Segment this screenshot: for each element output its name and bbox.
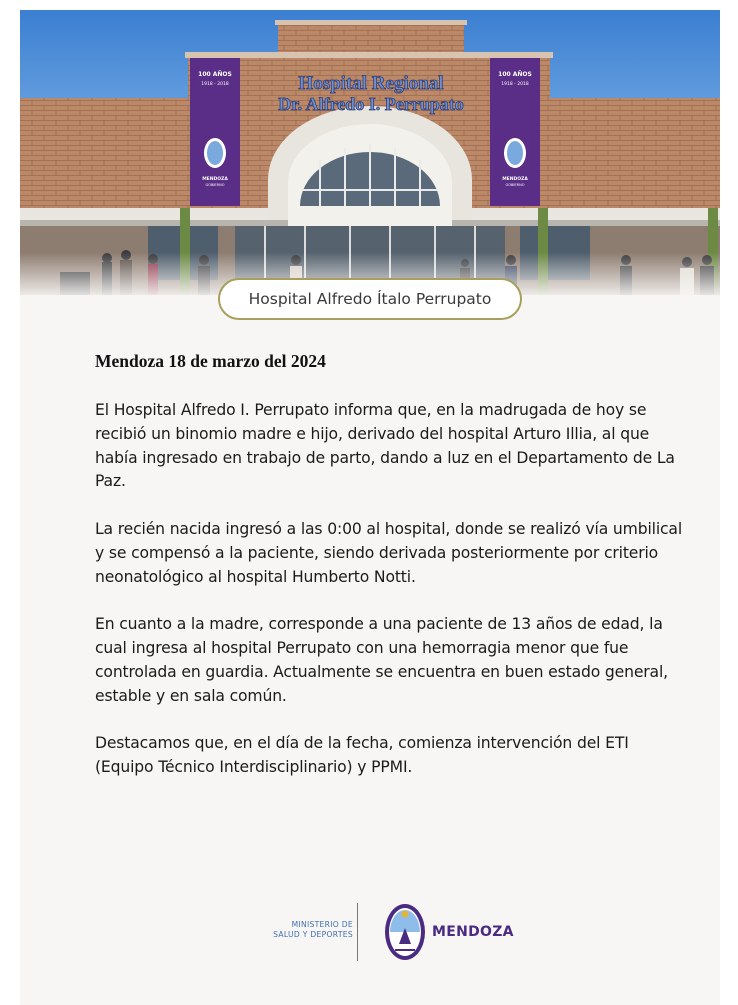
paragraph-2: La recién nacida ingresó a las 0:00 al hospital, donde se realizó vía umbilical y se compensó a la paciente, siendo derivada posteriormente por criterio neonatológico al hospital Humberto Notti. [95,519,683,586]
mendoza-shield-icon [383,902,427,962]
mendoza-wordmark: MENDOZA [432,924,514,940]
ministry-line-1: MINISTERIO DE [291,920,353,929]
press-release-body [95,399,685,804]
logo-divider [357,903,358,961]
hospital-banner-photo [20,10,720,295]
paragraph-1: El Hospital Alfredo I. Perrupato informa que, en la madrugada de hoy se recibió un binomio madre e hijo, derivado del hospital Arturo Illia, al que había ingresado en trabajo de parto, dando a luz en el Departamento de La Paz. [95,401,675,491]
paragraph-4: Destacamos que, en el día de la fecha, comienza intervención del ETI (Equipo Técnico Interdisciplinario) y PPMI. [95,734,629,776]
banner-caption: Hospital Alfredo Ítalo Perrupato [218,278,522,320]
ministry-line-2: SALUD Y DEPORTES [273,930,353,939]
footer-logos [225,898,545,968]
document-page [20,10,720,1005]
date-heading: Mendoza 18 de marzo del 2024 [95,351,326,371]
paragraph-3: En cuanto a la madre, corresponde a una paciente de 13 años de edad, la cual ingresa al hospital Perrupato con una hemorragia menor que fue controlada en guardia. Actualmente se encuentra en buen estado general, estable y en sala común. [95,615,668,705]
ministry-logo-text [225,920,353,940]
